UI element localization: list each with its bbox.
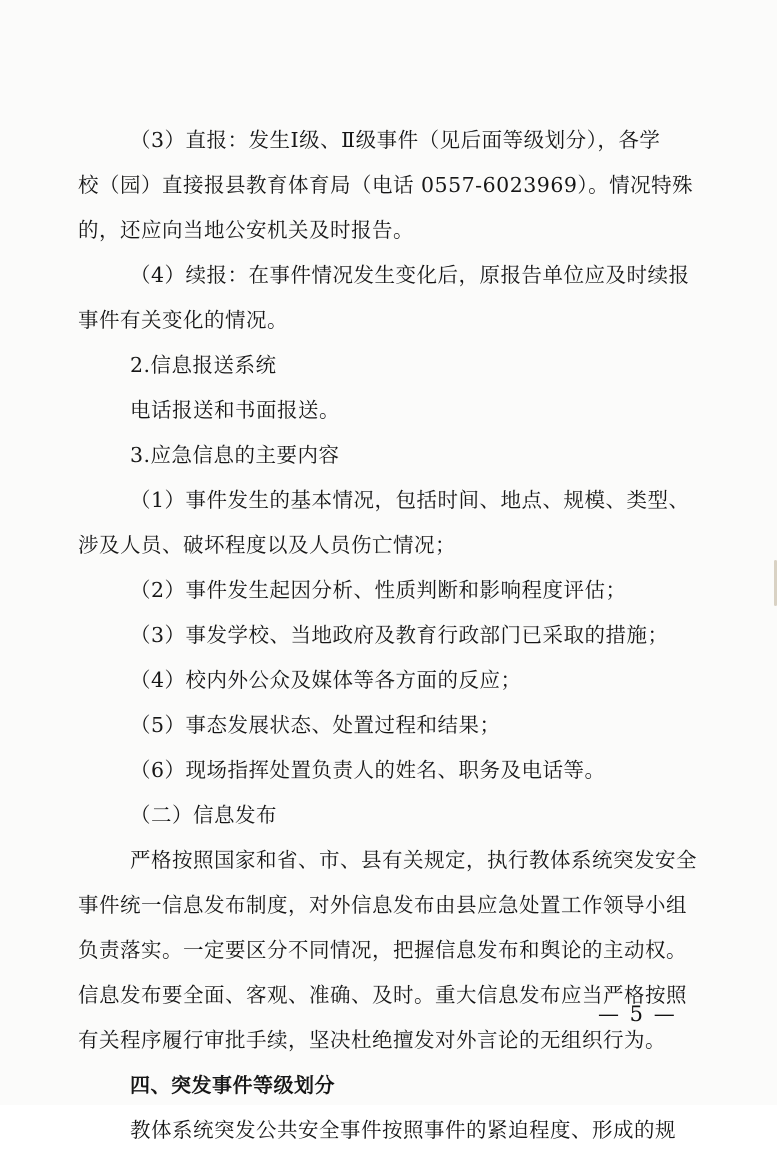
- text-line: 负责落实。一定要区分不同情况，把握信息发布和舆论的主动权。: [78, 938, 687, 962]
- text-line: 教体系统突发公共安全事件按照事件的紧迫程度、形成的规: [130, 1118, 676, 1142]
- document-body: [78, 118, 700, 1153]
- text-line: 严格按照国家和省、市、县有关规定，执行教体系统突发安全: [130, 848, 697, 872]
- text-line: 信息发布要全面、客观、准确、及时。重大信息发布应当严格按照: [78, 983, 687, 1007]
- text-line: 校（园）直接报县教育体育局（电话 0557-6023969）。情况特殊: [78, 173, 694, 197]
- text-line: （2）事件发生起因分析、性质判断和影响程度评估；: [130, 578, 627, 602]
- text-line: 电话报送和书面报送。: [130, 398, 340, 422]
- text-line: （6）现场指挥处置负责人的姓名、职务及电话等。: [130, 758, 606, 782]
- text-line: 的，还应向当地公安机关及时报告。: [78, 218, 414, 242]
- text-line: 2.信息报送系统: [130, 353, 277, 377]
- text-line: （5）事态发展状态、处置过程和结果；: [130, 713, 501, 737]
- text-line: （4）校内外公众及媒体等各方面的反应；: [130, 668, 522, 692]
- text-line: （二）信息发布: [130, 803, 277, 827]
- section-heading: 四、突发事件等级划分: [130, 1073, 335, 1097]
- text-line: 3.应急信息的主要内容: [130, 443, 340, 467]
- text-line: 事件有关变化的情况。: [78, 308, 288, 332]
- text-line: （1）事件发生的基本情况，包括时间、地点、规模、类型、: [130, 488, 690, 512]
- text-line: 涉及人员、破坏程度以及人员伤亡情况；: [78, 533, 456, 557]
- text-line: 有关程序履行审批手续，坚决杜绝擅发对外言论的无组织行为。: [78, 1028, 666, 1052]
- text-line: （3）直报：发生Ⅰ级、Ⅱ级事件（见后面等级划分），各学: [130, 128, 661, 152]
- text-line: （3）事发学校、当地政府及教育行政部门已采取的措施；: [130, 623, 669, 647]
- text-line: （4）续报：在事件情况发生变化后，原报告单位应及时续报: [130, 263, 690, 287]
- text-line: 事件统一信息发布制度，对外信息发布由县应急处置工作领导小组: [78, 893, 687, 917]
- page-number: — 5 —: [598, 1002, 677, 1026]
